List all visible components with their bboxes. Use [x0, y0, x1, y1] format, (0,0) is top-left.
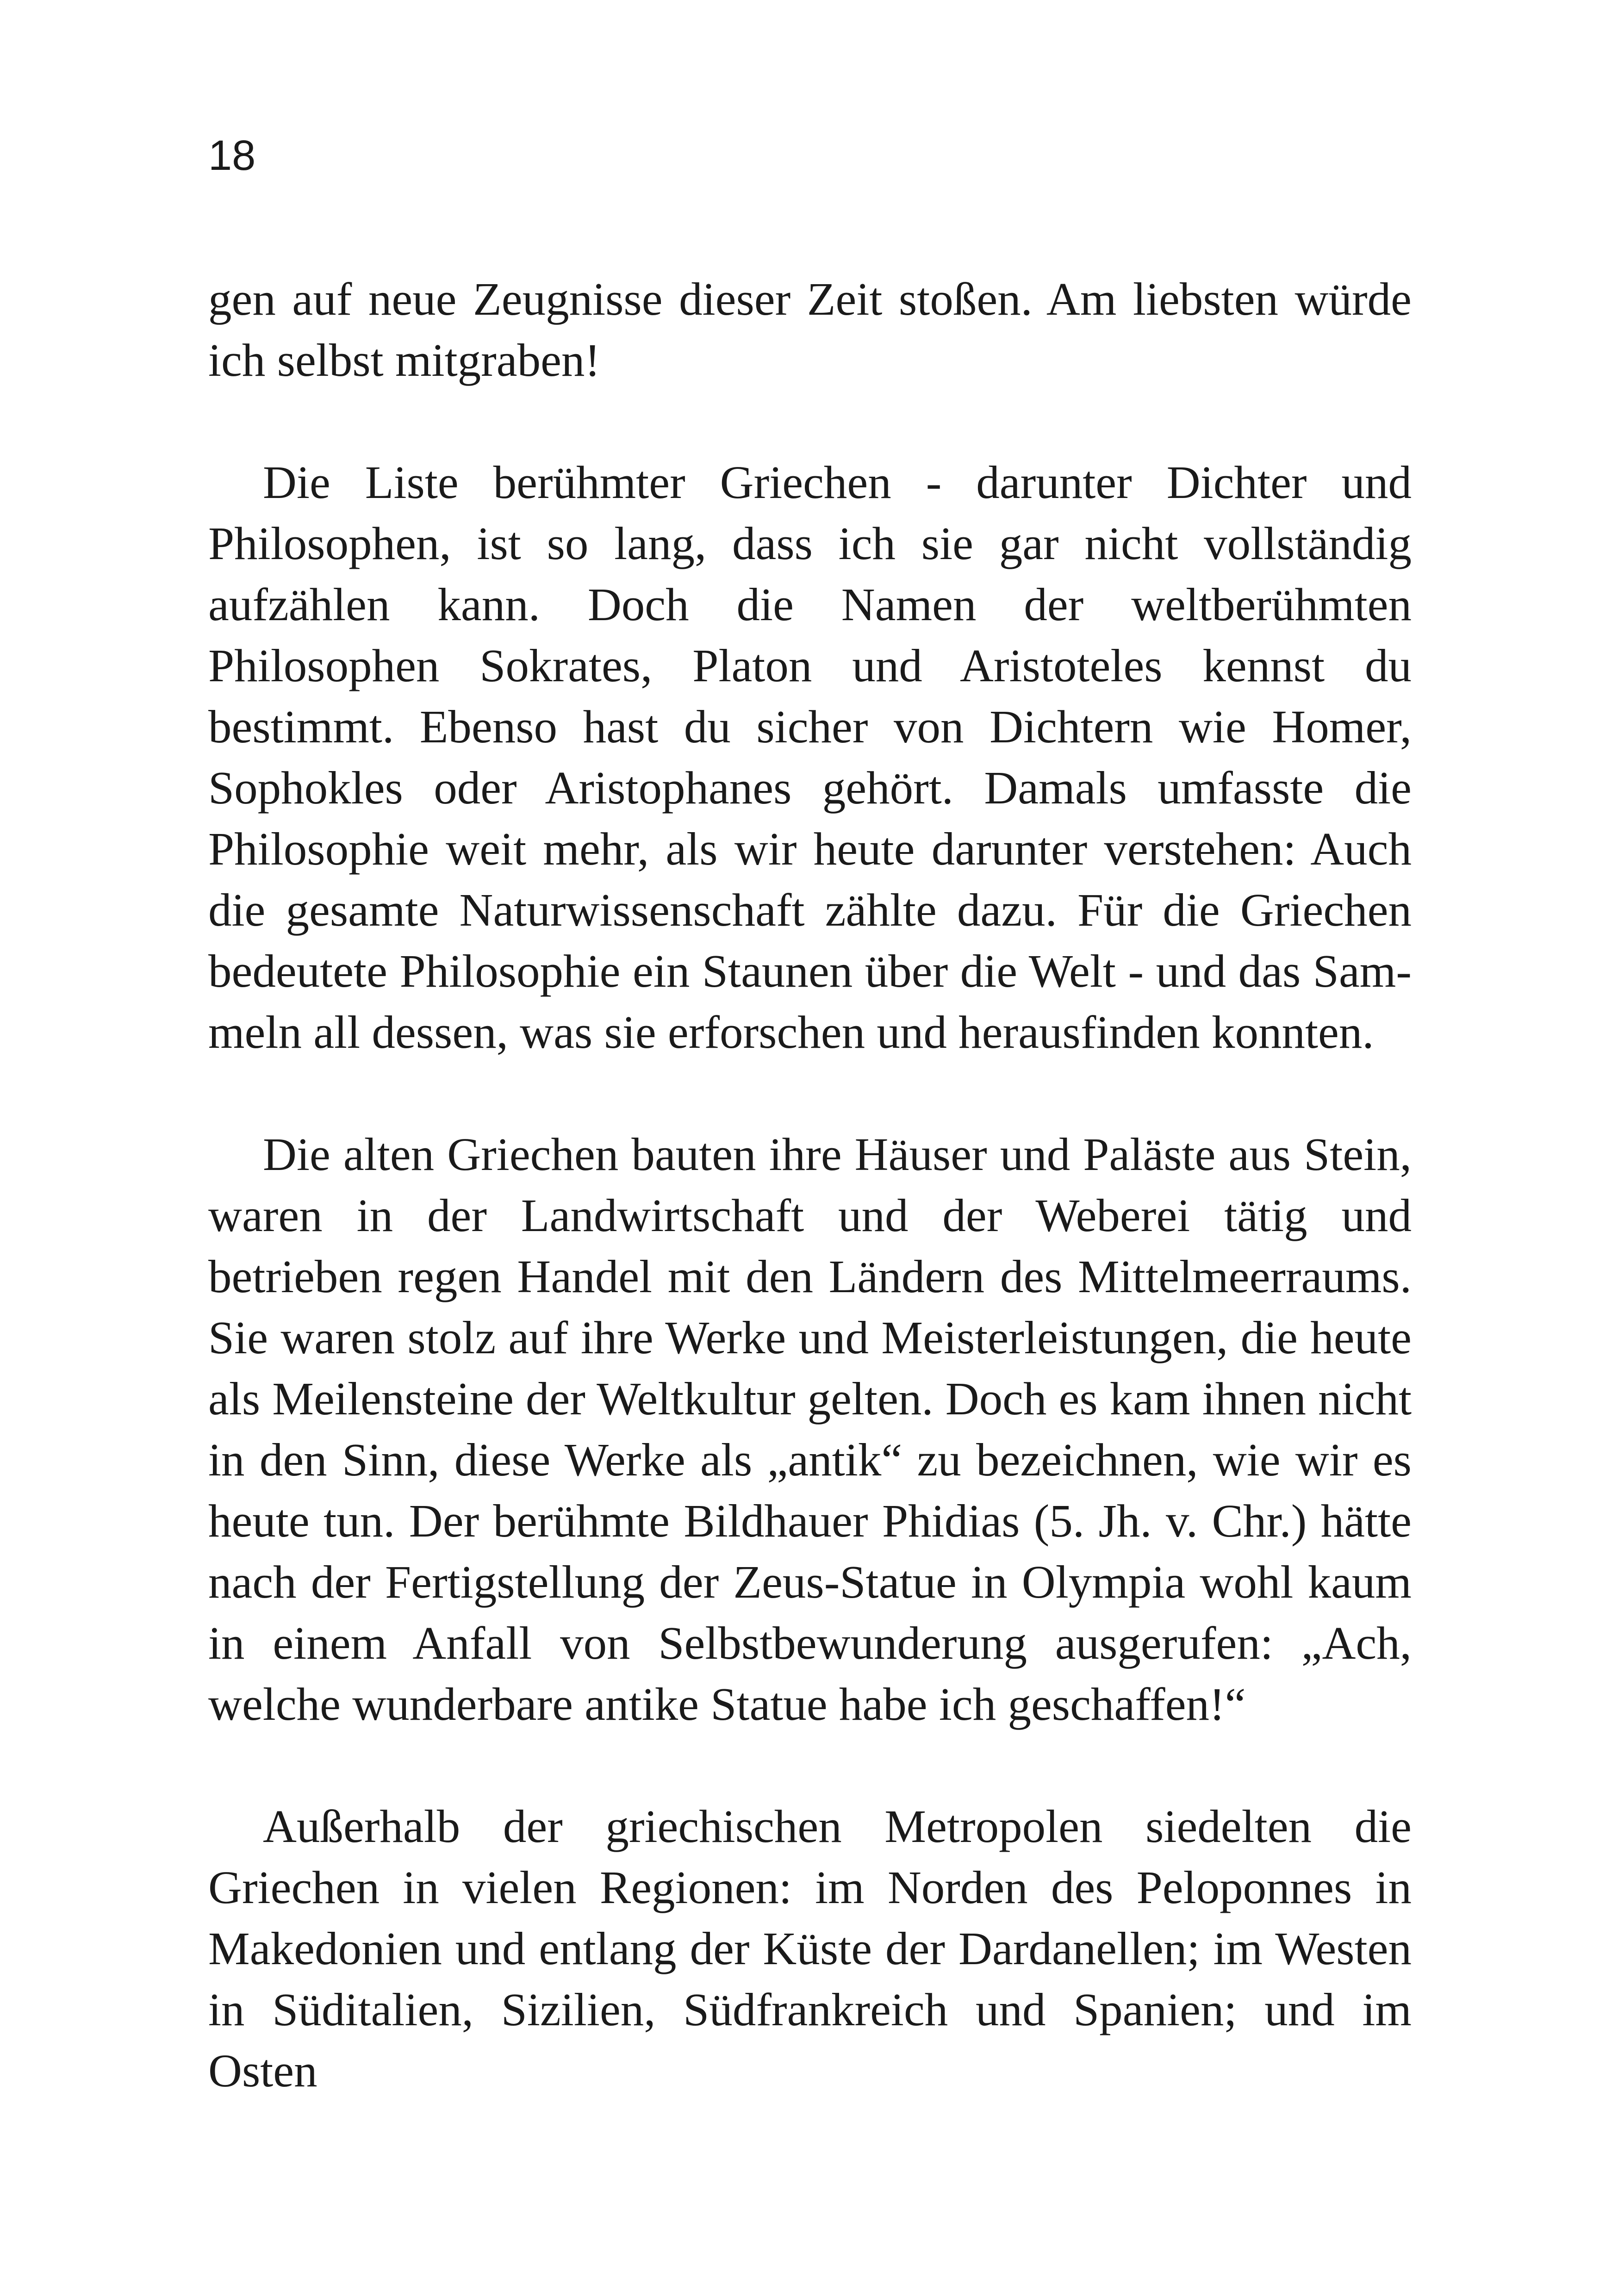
paragraph-continued: gen auf neue Zeugnisse dieser Zeit stoßen. Am liebsten würde ich selbst mitgraben!	[208, 273, 1412, 386]
page-number: 18	[208, 132, 256, 179]
paragraph-greek-settlements: Außerhalb der griechischen Metropolen siedelten die Griechen in vielen Regionen: im Norden des Peloponnes in Makedonien und entlang der Küste der Dardanellen; im Westen in Süditalien, Sizilien, Südfrankreich und Spanien; und im Osten	[208, 1800, 1412, 2097]
body-text	[208, 268, 1412, 2101]
paragraph-ancient-greek-life: Die alten Griechen bauten ihre Häuser und Paläste aus Stein, waren in der Landwirtschaft und der Weberei tätig und betrieben regen Handel mit den Ländern des Mittelmeerraums. Sie waren stolz auf ihre Werke und Meisterleistungen, die heute als Meilensteine der Weltkultur gelten. Doch es kam ihnen nicht in den Sinn, diese Werke als „antik“ zu bezeichnen, wie wir es heute tun. Der berühmte Bildhauer Phidias (5. Jh. v. Chr.) hätte nach der Fertigstellung der Zeus-Statue in Olympia wohl kaum in einem Anfall von Selbstbewunderung ausgerufen: „Ach, welche wunderbare antike Statue habe ich geschaffen!“	[208, 1128, 1412, 1730]
paragraph-famous-greeks: Die Liste berühmter Griechen - darunter Dichter und Philosophen, ist so lang, dass ich sie gar nicht vollständig aufzählen kann. Doch die Namen der weltberühmten Philosophen Sokrates, Platon und Aristoteles kennst du bestimmt. Ebenso hast du sicher von Dichtern wie Homer, Sophokles oder Aristophanes gehört. Damals umfasste die Philosophie weit mehr, als wir heute darunter verstehen: Auch die gesamte Naturwissenschaft zählte dazu. Für die Griechen bedeutete Philosophie ein Staunen über die Welt - und das Sammeln all dessen, was sie erforschen und herausfinden konnten.	[208, 456, 1412, 1058]
